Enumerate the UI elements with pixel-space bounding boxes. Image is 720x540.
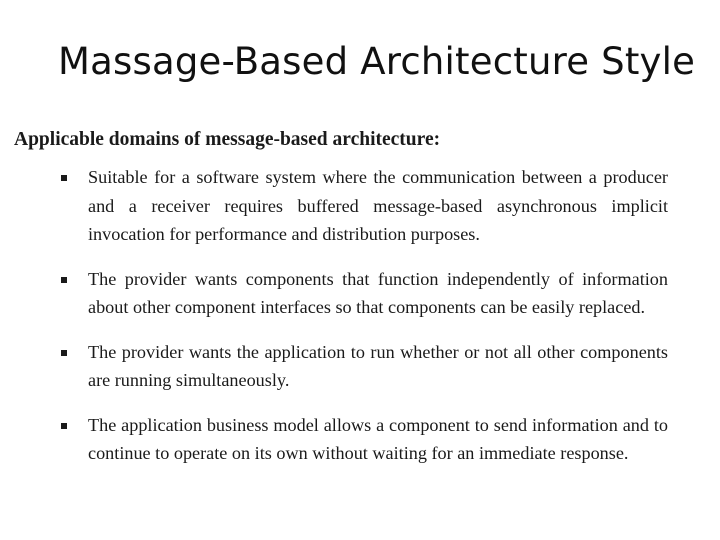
bullet-item bbox=[14, 338, 668, 395]
bullet-text: Suitable for a software system where the communication between a producer and a receiver requires buffered message-based asynchronous implicit invocation for performance and distribution purposes. bbox=[88, 167, 668, 245]
scanned-text-excerpt bbox=[14, 128, 704, 484]
square-bullet-icon bbox=[61, 350, 67, 356]
bullet-list bbox=[14, 163, 704, 468]
bullet-item bbox=[14, 411, 668, 468]
bullet-text: The provider wants the application to run whether or not all other components are running simultaneously. bbox=[88, 341, 668, 391]
bullet-item bbox=[14, 265, 668, 322]
square-bullet-icon bbox=[61, 423, 67, 429]
section-heading: Applicable domains of message-based architecture: bbox=[14, 129, 441, 150]
slide-title: Massage-Based Architecture Style bbox=[58, 40, 696, 83]
square-bullet-icon bbox=[61, 175, 67, 181]
bullet-text: The application business model allows a component to send information and to continue to operate on its own without waiting for an immediate response. bbox=[88, 414, 668, 464]
bullet-item bbox=[14, 163, 668, 249]
bullet-text: The provider wants components that function independently of information about other component interfaces so that components can be easily replaced. bbox=[88, 268, 668, 318]
square-bullet-icon bbox=[61, 277, 67, 283]
